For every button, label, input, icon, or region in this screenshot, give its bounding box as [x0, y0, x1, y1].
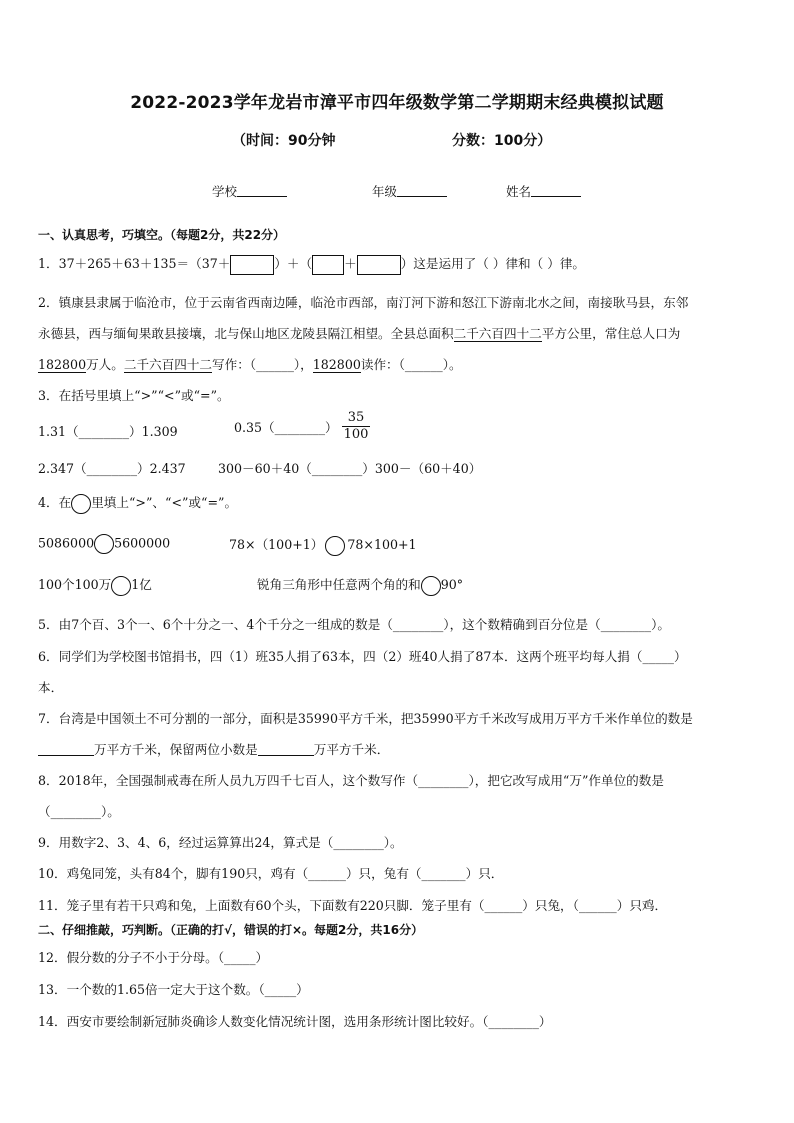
q3-b-text: 0.35（________）	[234, 420, 338, 435]
q4-circle-2[interactable]	[325, 536, 345, 556]
school-label: 学校	[212, 184, 238, 199]
q1-text-b: ）＋（	[274, 256, 313, 271]
q3-item-a[interactable]: 1.31（________）1.309	[38, 424, 178, 439]
q2-population: 182800	[38, 357, 87, 372]
name-blank[interactable]	[531, 184, 581, 197]
question-5[interactable]: 5．由7个百、3个一、6个十分之一、4个千分之一组成的数是（________），这个数精确到百分位是（________）。	[38, 617, 670, 632]
q7-text-a: 万平方千米，保留两位小数是	[94, 742, 258, 757]
q2-text-b: 平方公里，常住总人口为	[541, 326, 681, 341]
question-2-line2	[38, 323, 680, 342]
q3-fraction	[342, 410, 371, 443]
section2-heading: 二、仔细推敲，巧判断。（正确的打√，错误的打×。每题2分，共16分）	[38, 923, 424, 937]
grade-field	[372, 182, 447, 200]
q4-text-a: 4．在	[38, 495, 72, 510]
q1-text-a: 1．37＋265＋63＋135＝（37＋	[38, 256, 231, 271]
name-field	[506, 182, 581, 200]
q4-r2-c: 锐角三角形中任意两个角的和	[257, 577, 421, 592]
q4-text-b: 里填上“>”、“<”或“=”。	[91, 495, 238, 510]
question-7-line2	[38, 739, 389, 758]
q2-read-blank[interactable]: 读作：（______）。	[360, 357, 462, 372]
question-2-line1: 2．镇康县隶属于临沧市，位于云南省西南边陲，临沧市西部，南汀河下游和怒江下游南北水之间，南接耿马县，东邻	[38, 295, 689, 310]
q4-row2-left	[38, 574, 152, 596]
q4-circle-3[interactable]	[111, 576, 131, 596]
question-2-line3	[38, 354, 462, 373]
question-3: 3．在括号里填上“>”“<”或“=”。	[38, 388, 230, 403]
q4-r2-d: 90°	[440, 577, 464, 592]
school-field	[212, 182, 287, 200]
q2-pop-ref: 182800	[312, 357, 361, 372]
q1-text-c: ＋	[344, 256, 357, 271]
section1-heading: 一、认真思考，巧填空。（每题2分，共22分）	[38, 228, 286, 242]
q4-circle-4[interactable]	[421, 576, 441, 596]
question-4	[38, 492, 237, 514]
question-12[interactable]: 12．假分数的分子不小于分母。（_____）	[38, 950, 269, 965]
question-1	[38, 253, 585, 275]
q7-blank-1[interactable]	[38, 743, 94, 756]
q4-r1-c: 78×（100+1）	[229, 537, 324, 552]
question-13[interactable]: 13．一个数的1.65倍一定大于这个数。（_____）	[38, 982, 309, 997]
school-blank[interactable]	[237, 184, 287, 197]
exam-time: （时间：90分钟	[232, 133, 336, 149]
q2-text-c: 万人。	[86, 357, 124, 372]
question-6-line2: 本．	[38, 680, 64, 695]
q1-box-3[interactable]	[357, 255, 401, 275]
question-8-line2[interactable]: （________）。	[38, 804, 120, 819]
q4-r2-b: 1亿	[131, 577, 152, 592]
grade-label: 年级	[372, 184, 398, 199]
page-title: 2022-2023学年龙岩市漳平市四年级数学第二学期期末经典模拟试题	[130, 93, 664, 113]
q2-write-blank[interactable]: 写作：（______），	[212, 357, 313, 372]
name-label: 姓名	[506, 184, 532, 199]
question-11[interactable]: 11．笼子里有若干只鸡和兔，上面数有60个头，下面数有220只脚．笼子里有（______）只兔，（______）只鸡．	[38, 898, 668, 913]
q4-r1-d: 78×100+1	[347, 537, 417, 552]
fraction-denominator: 100	[343, 427, 369, 442]
grade-blank[interactable]	[397, 184, 447, 197]
question-9[interactable]: 9．用数字2、3、4、6，经过运算算出24，算式是（________）。	[38, 835, 403, 850]
q4-circle-sample	[71, 494, 91, 514]
q3-item-d[interactable]: 300－60＋40（________）300－（60＋40）	[218, 461, 482, 476]
q4-circle-1[interactable]	[94, 534, 114, 554]
question-6-line1[interactable]: 6．同学们为学校图书馆捐书，四（1）班35人捐了63本，四（2）班40人捐了87本．这两个班平均每人捐（_____）	[38, 649, 687, 664]
q7-blank-2[interactable]	[258, 743, 314, 756]
question-10[interactable]: 10．鸡兔同笼，头有84个，脚有190只，鸡有（______）只，兔有（_______）只．	[38, 866, 504, 881]
q2-area-ref: 二千六百四十二	[123, 357, 213, 372]
q1-box-1[interactable]	[230, 255, 274, 275]
q1-box-2[interactable]	[312, 255, 344, 275]
q4-r1-b: 5600000	[114, 535, 171, 551]
q3-item-c[interactable]: 2.347（________）2.437	[38, 461, 186, 476]
question-8-line1[interactable]: 8．2018年，全国强制戒毒在所人员九万四千七百人，这个数写作（________），把它改写成用“万”作单位的数是	[38, 773, 664, 788]
q4-row2-right	[257, 574, 463, 596]
question-14[interactable]: 14．西安市要绘制新冠肺炎确诊人数变化情况统计图，选用条形统计图比较好。（________）	[38, 1014, 552, 1029]
q2-text: 永德县，西与缅甸果敢县接壤，北与保山地区龙陵县隔江相望。全县总面积	[38, 326, 454, 341]
q3-item-b[interactable]	[234, 410, 370, 443]
q4-row1-left	[38, 534, 170, 554]
q4-r1-a: 5086000	[38, 535, 95, 551]
q1-text-d: ）这是运用了（ ）律和（ ）律。	[400, 256, 586, 271]
q2-area: 二千六百四十二	[453, 326, 542, 341]
q4-r2-a: 100个100万	[38, 577, 112, 592]
q4-row1-right	[229, 534, 417, 556]
question-7-line1: 7．台湾是中国领土不可分割的一部分，面积是35990平方千米，把35990平方千米改写成用万平方千米作单位的数是	[38, 711, 693, 726]
fraction-numerator: 35	[342, 410, 371, 427]
exam-score: 分数：100分）	[452, 133, 552, 149]
q7-text-b: 万平方千米．	[313, 742, 390, 757]
